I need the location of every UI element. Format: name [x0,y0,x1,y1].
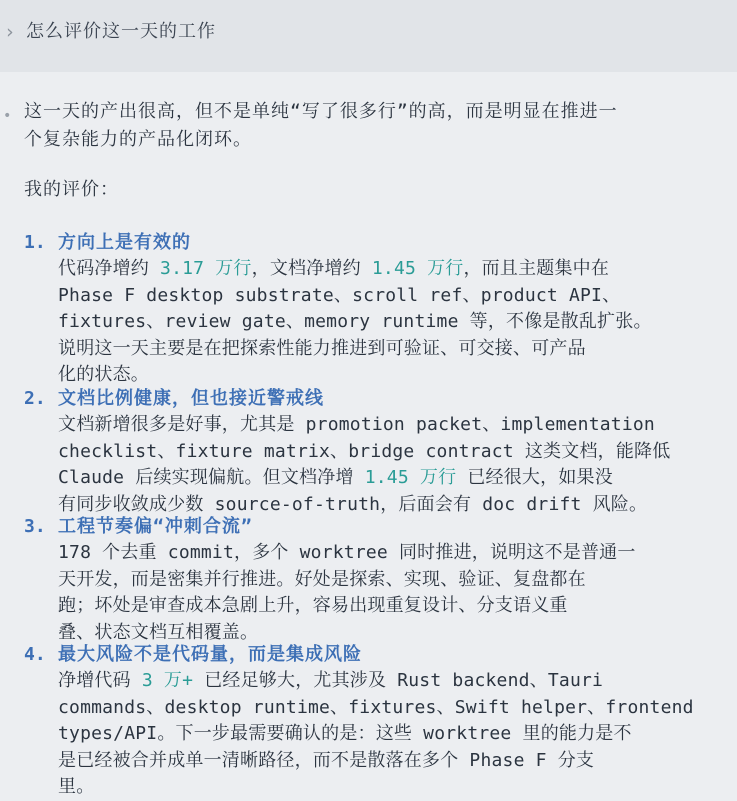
text-run: Claude 后续实现偏航。但文档净增 [58,467,365,488]
body-line: fixtures、review gate、memory runtime 等，不像是散乱扩张。 [58,311,652,332]
item-body [58,540,737,646]
response-intro [24,98,736,154]
item-title: 最大风险不是代码量，而是集成风险 [58,644,362,665]
body-line: 叠、状态文档互相覆盖。 [58,621,259,643]
body-line: 178 个去重 commit，多个 worktree 同时推进，说明这不是普通一 [58,542,636,563]
chevron-right-icon[interactable]: › [4,21,16,43]
highlight-number: 3.17 万行 [160,258,252,279]
bullet-dot-icon: • [3,108,12,124]
body-line: checklist、fixture matrix、bridge contract 这类文档，能降低 [58,440,671,462]
intro-line: 个复杂能力的产品化闭环。 [24,129,252,150]
text-run: ，而且主题集中在 [463,258,610,279]
user-prompt-text: 怎么评价这一天的工作 [26,21,216,42]
item-title: 文档比例健康，但也接近警戒线 [58,388,324,409]
text-run: 代码净增约 [58,258,161,279]
item-title: 工程节奏偏“冲刺合流” [58,516,253,537]
body-line [58,256,737,283]
highlight-number: 1.45 万行 [371,258,464,279]
body-line [58,668,737,695]
body-line: 文档新增很多是好事，尤其是 promotion packet、implementation [58,414,655,435]
highlight-number: 3 万+ [141,670,194,691]
user-prompt-bar[interactable] [0,0,737,72]
body-line: 跑；坏处是审查成本急剧上升，容易出现重复设计、分支语义重 [58,595,568,616]
text-run: 已经很大，如果没 [456,467,613,488]
body-line: types/API。下一步最需要确认的是：这些 worktree 里的能力是不 [58,723,632,744]
item-number: 2. [24,388,46,409]
item-body [58,412,737,518]
body-line: 天开发，而是密集并行推进。好处是探索、实现、验证、复盘都在 [58,568,586,590]
body-line: commands、desktop runtime、fixtures、Swift helper、frontend [58,696,694,718]
text-run: 净增代码 [58,670,142,691]
body-line: 是已经被合并成单一清晰路径，而不是散落在多个 Phase F 分支 [58,749,595,771]
intro-line: 这一天的产出很高，但不是单纯“写了很多行”的高，而是明显在推进一 [24,101,618,122]
body-line: 里。 [58,776,95,797]
text-run: 已经足够大，尤其涉及 Rust backend、Tauri [193,670,604,691]
body-line: 化的状态。 [58,364,149,385]
body-line [58,465,737,492]
item-body [58,256,737,389]
text-run: ，文档净增约 [251,258,372,279]
evaluation-label: 我的评价： [24,179,119,200]
highlight-number: 1.45 万行 [364,467,457,488]
item-title: 方向上是有效的 [58,232,191,253]
item-number: 4. [24,644,46,665]
body-line: 说明这一天主要是在把探索性能力推进到可验证、可交接、可产品 [58,337,586,359]
body-line: Phase F desktop substrate、scroll ref、product API、 [58,284,621,306]
item-body [58,668,737,801]
body-line: 有同步收敛成少数 source-of-truth，后面会有 doc drift 风险。 [58,493,648,515]
item-number: 1. [24,232,46,253]
item-number: 3. [24,516,46,537]
